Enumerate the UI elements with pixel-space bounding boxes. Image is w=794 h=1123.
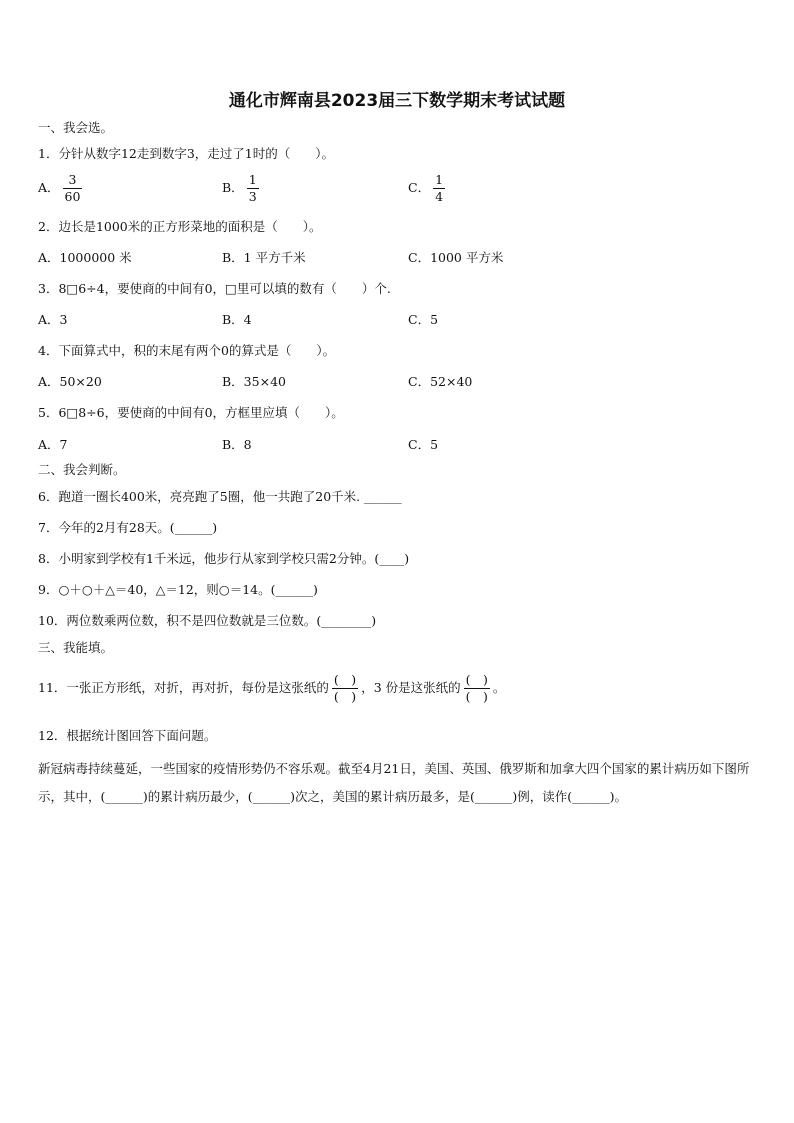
q3-option-a: A．3 <box>38 312 68 327</box>
q5-option-c: C．5 <box>408 437 439 452</box>
fraction: $\frac{1}{3}$ <box>248 172 257 204</box>
question-1: 1．分针从数字12走到数字3，走过了1时的（ ）。 <box>38 146 335 161</box>
q1-option-a: A． $\frac{3}{60}$ <box>38 172 81 204</box>
q2-option-c: C．1000 平方米 <box>408 250 504 265</box>
section-heading-judge: 二、我会判断。 <box>38 462 126 477</box>
q5-option-b: B．8 <box>222 437 252 452</box>
q3-option-b: B．4 <box>222 312 252 327</box>
question-8: 8．小明家到学校有1千米远，他步行从家到学校只需2分钟。(____) <box>38 551 410 566</box>
question-9: 9．○＋○＋△＝40，△＝12，则○＝14。(______) <box>38 582 318 597</box>
q4-option-c: C．52×40 <box>408 374 473 389</box>
q1-option-c: C． $\frac{1}{4}$ <box>408 172 444 204</box>
question-4: 4．下面算式中，积的末尾有两个0的算式是（ ）。 <box>38 343 336 358</box>
question-10: 10．两位数乘两位数，积不是四位数就是三位数。(________) <box>38 613 377 628</box>
section-heading-choose: 一、我会选。 <box>38 120 114 135</box>
fraction: $\frac{3}{60}$ <box>64 172 81 204</box>
page-title: 通化市辉南县2023届三下数学期末考试试题 <box>228 91 566 111</box>
question-6: 6．跑道一圈长400米，亮亮跑了5圈，他一共跑了20千米. ______ <box>38 489 402 504</box>
fraction-blank: $\frac{( )}{( )}$ <box>465 672 488 704</box>
question-12-paragraph: 新冠病毒持续蔓延，一些国家的疫情形势仍不容乐观。截至4月21日，美国、英国、俄罗斯和加拿大四个国家的累计病历如下图所示，其中，(______)的累计病历最少，(______)次之，美国的累计病历最多，是(______)例，读作(______)。 <box>38 761 750 804</box>
q2-option-b: B．1 平方千米 <box>222 250 306 265</box>
question-5: 5．6□8÷6，要使商的中间有0，方框里应填（ ）。 <box>38 405 344 420</box>
question-11: 11．一张正方形纸，对折，再对折，每份是这张纸的 $\frac{( )}{( )}$ ，3 份是这张纸的 $\frac{( )}{( )}$ 。 <box>38 672 506 704</box>
question-3: 3．8□6÷4，要使商的中间有0，□里可以填的数有（ ）个. <box>38 281 391 296</box>
section-heading-fill: 三、我能填。 <box>38 640 114 655</box>
question-2: 2．边长是1000米的正方形菜地的面积是（ ）。 <box>38 219 322 234</box>
question-7: 7．今年的2月有28天。(______) <box>38 520 218 535</box>
fraction-blank: $\frac{( )}{( )}$ <box>333 672 357 704</box>
q5-option-a: A．7 <box>38 437 68 452</box>
q4-option-b: B．35×40 <box>222 374 286 389</box>
question-12: 12．根据统计图回答下面问题。 <box>38 728 217 743</box>
q4-option-a: A．50×20 <box>38 374 102 389</box>
q3-option-c: C．5 <box>408 312 439 327</box>
q2-option-a: A．1000000 米 <box>38 250 132 265</box>
fraction: $\frac{1}{4}$ <box>435 172 444 204</box>
q1-option-b: B． $\frac{1}{3}$ <box>222 172 257 204</box>
